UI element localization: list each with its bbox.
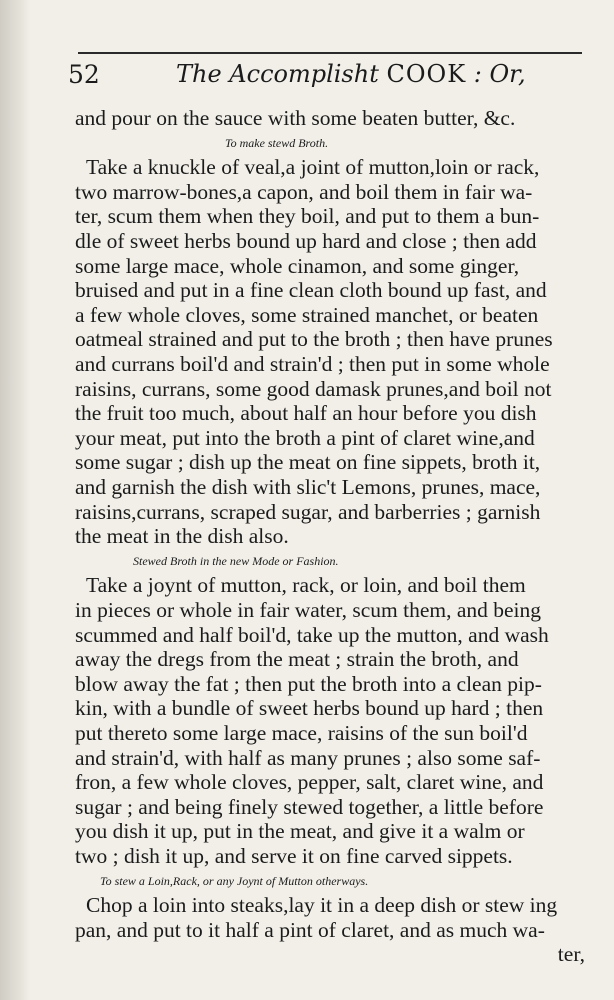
text-line: in pieces or whole in fair water, scum them, and being: [75, 598, 542, 622]
text-line: fron, a few whole cloves, pepper, salt, claret wine, and: [75, 770, 544, 795]
text-line: dle of sweet herbs bound up hard and close ; then add: [75, 229, 537, 253]
text-line: ter,: [557, 942, 585, 967]
text-line: the meat in the dish also.: [75, 524, 289, 549]
text-line: ter, scum them when they boil, and put to them a bun-: [75, 204, 540, 229]
text-line: you dish it up, put in the meat, and give it a walm or: [75, 819, 525, 844]
text-line: pan, and put to it half a pint of claret, and as much wa-: [75, 917, 545, 942]
text-line: and pour on the sauce with some beaten butter, &c.: [75, 106, 516, 130]
text-line: and garnish the dish with slic't Lemons, prunes, mace,: [75, 475, 541, 499]
recipe-heading: To stew a Loin,Rack, or any Joynt of Mutton otherways.: [100, 873, 369, 888]
page-gutter-shadow: [0, 0, 30, 1000]
running-title-caps: COOK: [386, 60, 467, 88]
text-line: raisins, currans, some good damask prunes,and boil not: [75, 376, 552, 401]
text-line: and currans boil'd and strain'd ; then put in some whole: [75, 352, 550, 376]
text-line: Chop a loin into steaks,lay it in a deep dish or stew ing: [86, 893, 558, 918]
page-number: 52: [68, 60, 100, 89]
text-line: Take a knuckle of veal,a joint of mutton,loin or rack,: [86, 155, 540, 180]
text-line: some sugar ; dish up the meat on fine sippets, broth it,: [75, 450, 541, 475]
text-line: blow away the fat ; then put the broth into a clean pip-: [75, 671, 542, 696]
page-header: [68, 60, 588, 96]
text-line: and strain'd, with half as many prunes ; also some saf-: [75, 745, 541, 770]
recipe-heading: To make stewd Broth.: [225, 135, 329, 150]
text-line: a few whole cloves, some strained manchet, or beaten: [75, 302, 539, 327]
text-line: kin, with a bundle of sweet herbs bound up hard ; then: [75, 696, 544, 721]
text-line: two marrow-bones,a capon, and boil them in fair wa-: [75, 179, 533, 204]
text-line: away the dregs from the meat ; strain the broth, and: [75, 647, 519, 672]
text-line: Take a joynt of mutton, rack, or loin, and boil them: [86, 573, 526, 598]
text-line: sugar ; and being finely stewed together, a little before: [75, 794, 544, 819]
text-line: scummed and half boil'd, take up the mutton, and wash: [75, 622, 549, 647]
text-line: put thereto some large mace, raisins of the sun boil'd: [75, 721, 528, 745]
text-line: oatmeal strained and put to the broth ; then have prunes: [75, 327, 553, 352]
text-line: bruised and put in a fine clean cloth bound up fast, and: [75, 278, 547, 303]
running-title: [176, 60, 526, 88]
running-title-prefix: The Accomplisht: [176, 60, 387, 88]
text-line: two ; dish it up, and serve it on fine carved sippets.: [75, 844, 513, 868]
text-line: raisins,currans, scraped sugar, and barberries ; garnish: [75, 499, 541, 524]
header-rule: [78, 52, 582, 54]
recipe-heading: Stewed Broth in the new Mode or Fashion.: [133, 553, 339, 568]
text-line: the fruit too much, about half an hour before you dish: [75, 401, 537, 426]
text-line: some large mace, whole cinamon, and some ginger,: [75, 253, 520, 278]
text-line: your meat, put into the broth a pint of claret wine,and: [75, 425, 535, 450]
running-title-suffix: : Or,: [466, 60, 526, 88]
